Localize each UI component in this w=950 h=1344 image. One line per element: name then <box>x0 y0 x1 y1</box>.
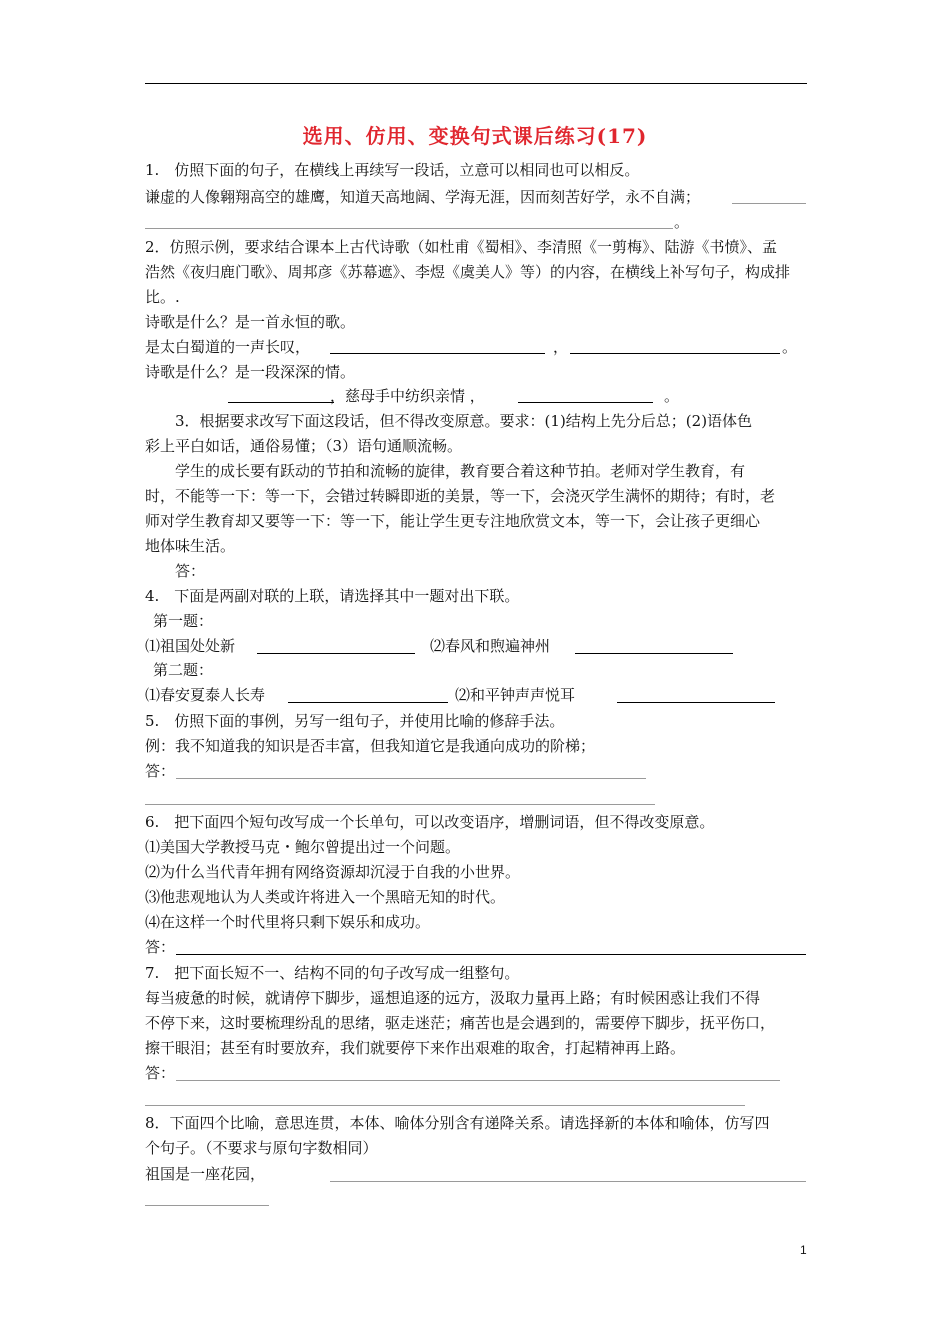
q2-blank-1[interactable] <box>330 353 545 354</box>
q4-topic1-b: ⑵春风和煦遍神州 <box>430 637 551 655</box>
q6-sentence-3: ⑶他悲观地认为人类或许将进入一个黑暗无知的时代。 <box>145 888 506 906</box>
q6-sentence-2: ⑵为什么当代青年拥有网络资源却沉浸于自我的小世界。 <box>145 863 521 881</box>
q2-blank-2[interactable] <box>570 353 780 354</box>
q5-example: 例：我不知道我的知识是否丰富，但我知道它是我通向成功的阶梯； <box>145 737 596 755</box>
q8-line1: 8．下面四个比喻，意思连贯，本体、喻体分别含有递降关系。请选择新的本体和喻体，仿写四 <box>145 1114 770 1132</box>
q7-stem: 7. 把下面长短不一、结构不同的句子改写成一组整句。 <box>145 964 520 982</box>
q7-blank-1[interactable] <box>176 1080 780 1081</box>
q7-blank-2[interactable] <box>145 1105 745 1106</box>
q2-blank-4[interactable] <box>518 402 653 403</box>
q6-stem: 6. 把下面四个短句改写成一个长单句，可以改变语序，增删词语，但不得改变原意。 <box>145 813 715 831</box>
q8-blank-2[interactable] <box>145 1205 269 1206</box>
q8-line2: 个句子。（不要求与原句字数相同） <box>145 1139 378 1157</box>
q4-topic2-b-blank[interactable] <box>617 702 775 703</box>
q7-line3: 擦干眼泪；甚至有时要放弃，我们就要停下来作出艰难的取舍，打起精神再上路。 <box>145 1039 686 1057</box>
q2-line1: 2．仿照示例，要求结合课本上古代诗歌（如杜甫《蜀相》、李清照《一剪梅》、陆游《书愤》、孟 <box>145 238 778 256</box>
page-title: 选用、仿用、变换句式课后练习(17) <box>302 124 648 148</box>
q1-example: 谦虚的人像翱翔高空的雄鹰，知道天高地阔、学海无涯，因而刻苦好学，永不自满； <box>145 188 701 206</box>
q4-topic1-b-blank[interactable] <box>575 653 733 654</box>
q4-topic2-a-blank[interactable] <box>288 702 448 703</box>
q1-stem: 1. 仿照下面的句子，在横线上再续写一段话，立意可以相同也可以相反。 <box>145 161 640 179</box>
q1-end: 。 <box>674 213 690 231</box>
q4-topic2-a: ⑴春安夏泰人长寿 <box>145 686 266 704</box>
q3-line2: 彩上平白如话，通俗易懂；（3）语句通顺流畅。 <box>145 437 463 455</box>
q2-line5-comma: ， <box>553 338 569 356</box>
q8-line3: 祖国是一座花园， <box>145 1165 266 1183</box>
q1-blank-1[interactable] <box>732 203 806 204</box>
q4-topic1-a: ⑴祖国处处新 <box>145 637 236 655</box>
q2-line4: 诗歌是什么？是一首永恒的歌。 <box>145 313 356 331</box>
q4-topic1: 第一题： <box>153 612 214 630</box>
q2-blank-3[interactable] <box>228 402 334 403</box>
q3-line1: 3．根据要求改写下面这段话，但不得改变原意。要求：(1)结构上先分后总；(2)语体色 <box>175 412 753 430</box>
q4-topic1-a-blank[interactable] <box>257 653 415 654</box>
header-rule <box>145 83 807 84</box>
q6-sentence-1: ⑴美国大学教授马克・鲍尔曾提出过一个问题。 <box>145 838 461 856</box>
q3-line5: 师对学生教育却又要等一下：等一下，能让学生更专注地欣赏文本，等一下，会让孩子更细心 <box>145 512 761 530</box>
q4-topic2: 第二题： <box>153 661 214 679</box>
q2-line3: 比。. <box>145 288 180 306</box>
q3-answer-label: 答： <box>175 562 206 580</box>
q2-line7: ，慈母手中纺织亲情 ， <box>330 387 485 405</box>
q3-line6: 地体味生活。 <box>145 537 236 555</box>
q7-line1: 每当疲惫的时候，就请停下脚步，遥想追逐的远方，汲取力量再上路；有时候困惑让我们不得 <box>145 989 761 1007</box>
q5-blank-1[interactable] <box>176 778 646 779</box>
q7-line2: 不停下来，这时要梳理纷乱的思绪，驱走迷茫；痛苦也是会遇到的，需要停下脚步，抚平伤口， <box>145 1014 776 1032</box>
q4-topic2-b: ⑵和平钟声声悦耳 <box>455 686 576 704</box>
q6-answer-label: 答： <box>145 938 176 956</box>
q2-line6: 诗歌是什么？是一段深深的情。 <box>145 363 356 381</box>
q3-line4: 时，不能等一下：等一下，会错过转瞬即逝的美景，等一下，会浇灭学生满怀的期待；有时，老 <box>145 487 776 505</box>
q6-blank[interactable] <box>176 954 806 955</box>
q3-line3: 学生的成长要有跃动的节拍和流畅的旋律，教育要合着这种节拍。老师对学生教育，有 <box>175 462 746 480</box>
q8-blank-1[interactable] <box>330 1181 806 1182</box>
q6-sentence-4: ⑷在这样一个时代里将只剩下娱乐和成功。 <box>145 913 431 931</box>
q5-stem: 5. 仿照下面的事例，另写一组句子，并使用比喻的修辞手法。 <box>145 712 565 730</box>
q4-stem: 4. 下面是两副对联的上联，请选择其中一题对出下联。 <box>145 587 520 605</box>
q5-blank-2[interactable] <box>145 804 655 805</box>
q2-line5-end: 。 <box>782 338 798 356</box>
q1-blank-2[interactable] <box>145 228 673 229</box>
q7-answer-label: 答： <box>145 1064 176 1082</box>
q2-line2: 浩然《夜归鹿门歌》、周邦彦《苏幕遮》、李煜《虞美人》等）的内容，在横线上补写句子，构成排 <box>145 263 791 281</box>
q2-line5-start: 是太白蜀道的一声长叹， <box>145 338 311 356</box>
q5-answer-label: 答： <box>145 762 176 780</box>
page-number: 1 <box>800 1243 807 1257</box>
q2-line7-end: 。 <box>664 387 680 405</box>
